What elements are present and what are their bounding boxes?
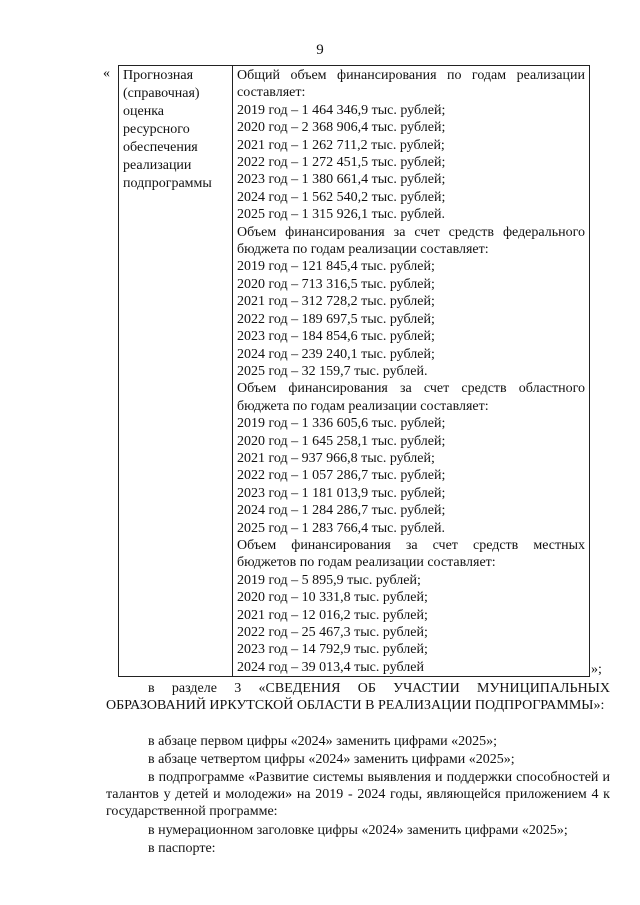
- local-line: 2022 год – 25 467,3 тыс. рублей;: [237, 625, 428, 640]
- regional-line: 2024 год – 1 284 286,7 тыс. рублей;: [237, 503, 446, 519]
- local-line: 2023 год – 14 792,9 тыс. рублей;: [237, 642, 428, 658]
- regional-heading: Объем финансирования за счет средств областного: [237, 381, 585, 397]
- regional-line: 2023 год – 1 181 013,9 тыс. рублей;: [237, 485, 446, 501]
- federal-line: 2023 год – 184 854,6 тыс. рублей;: [237, 329, 435, 345]
- total-line: 2023 год – 1 380 661,4 тыс. рублей;: [237, 172, 446, 188]
- local-line: 2021 год – 12 016,2 тыс. рублей;: [237, 607, 428, 623]
- page-number: 9: [316, 42, 324, 58]
- label-line: обеспечения: [123, 140, 198, 155]
- federal-line: 2019 год – 121 845,4 тыс. рублей;: [237, 259, 435, 275]
- total-heading-cont: составляет:: [237, 85, 306, 101]
- total-line: 2024 год – 1 562 540,2 тыс. рублей;: [237, 189, 446, 205]
- local-heading: Объем финансирования за счет средств местных: [237, 537, 585, 553]
- regional-line: 2025 год – 1 283 766,4 тыс. рублей.: [237, 520, 445, 536]
- local-line: 2020 год – 10 331,8 тыс. рублей;: [237, 590, 428, 606]
- local-heading-cont: бюджетов по годам реализации составляет:: [237, 555, 496, 571]
- federal-line: 2021 год – 312 728,2 тыс. рублей;: [237, 294, 435, 310]
- federal-line: 2025 год – 32 159,7 тыс. рублей.: [237, 363, 428, 379]
- federal-line: 2020 год – 713 316,5 тыс. рублей;: [237, 276, 435, 292]
- total-line: 2021 год – 1 262 711,2 тыс. рублей;: [237, 137, 445, 153]
- label-line: ресурсного: [123, 122, 190, 137]
- row-label-cell: [119, 66, 233, 677]
- label-line: реализации: [123, 158, 192, 173]
- regional-line: 2020 год – 1 645 258,1 тыс. рублей;: [237, 433, 446, 449]
- local-line: 2019 год – 5 895,9 тыс. рублей;: [237, 572, 421, 588]
- table-row: [119, 66, 590, 677]
- federal-heading: Объем финансирования за счет средств федерального: [237, 224, 585, 240]
- paragraph-heading: в нумерационном заголовке цифры «2024» заменить цифрами «2025»;: [148, 823, 568, 838]
- regional-line: 2019 год – 1 336 605,6 тыс. рублей;: [237, 416, 446, 432]
- total-line: 2022 год – 1 272 451,5 тыс. рублей;: [237, 155, 446, 171]
- paragraph-section-3: в разделе 3 «СВЕДЕНИЯ ОБ УЧАСТИИ МУНИЦИПАЛЬНЫХ ОБРАЗОВАНИЙ ИРКУТСКОЙ ОБЛАСТИ В РЕАЛИЗАЦИИ ПОДПРОГРАММЫ»:: [106, 681, 610, 713]
- total-line: 2025 год – 1 315 926,1 тыс. рублей.: [237, 207, 445, 223]
- row-value-cell: [233, 66, 590, 677]
- total-line: 2020 год – 2 368 906,4 тыс. рублей;: [237, 120, 446, 136]
- regional-line: 2022 год – 1 057 286,7 тыс. рублей;: [237, 468, 446, 484]
- paragraph-passport: в паспорте:: [148, 841, 216, 856]
- paragraph-subprogram: в подпрограмме «Развитие системы выявления и поддержки способностей и талантов у детей и молодежи» на 2019 - 2024 годы, являющейся приложением 4 к государственной программе:: [106, 770, 610, 819]
- local-line: 2024 год – 39 013,4 тыс. рублей: [237, 659, 424, 675]
- closing-quote: »;: [591, 662, 602, 677]
- paragraph-fourth-abzac: в абзаце четвертом цифры «2024» заменить цифрами «2025»;: [148, 752, 515, 767]
- federal-heading-cont: бюджета по годам реализации составляет:: [237, 242, 489, 258]
- total-heading: Общий объем финансирования по годам реализации: [237, 68, 585, 83]
- total-line: 2019 год – 1 464 346,9 тыс. рублей;: [237, 102, 446, 118]
- label-line: Прогнозная: [123, 68, 194, 83]
- federal-line: 2022 год – 189 697,5 тыс. рублей;: [237, 311, 435, 327]
- paragraph-first-abzac: в абзаце первом цифры «2024» заменить цифрами «2025»;: [148, 734, 497, 749]
- label-line: подпрограммы: [123, 176, 212, 191]
- opening-quote: «: [103, 66, 110, 81]
- passport-table: [118, 65, 590, 677]
- regional-heading-cont: бюджета по годам реализации составляет:: [237, 398, 489, 414]
- regional-line: 2021 год – 937 966,8 тыс. рублей;: [237, 450, 435, 466]
- federal-line: 2024 год – 239 240,1 тыс. рублей;: [237, 346, 435, 362]
- label-line: (справочная): [123, 86, 200, 101]
- label-line: оценка: [123, 104, 165, 119]
